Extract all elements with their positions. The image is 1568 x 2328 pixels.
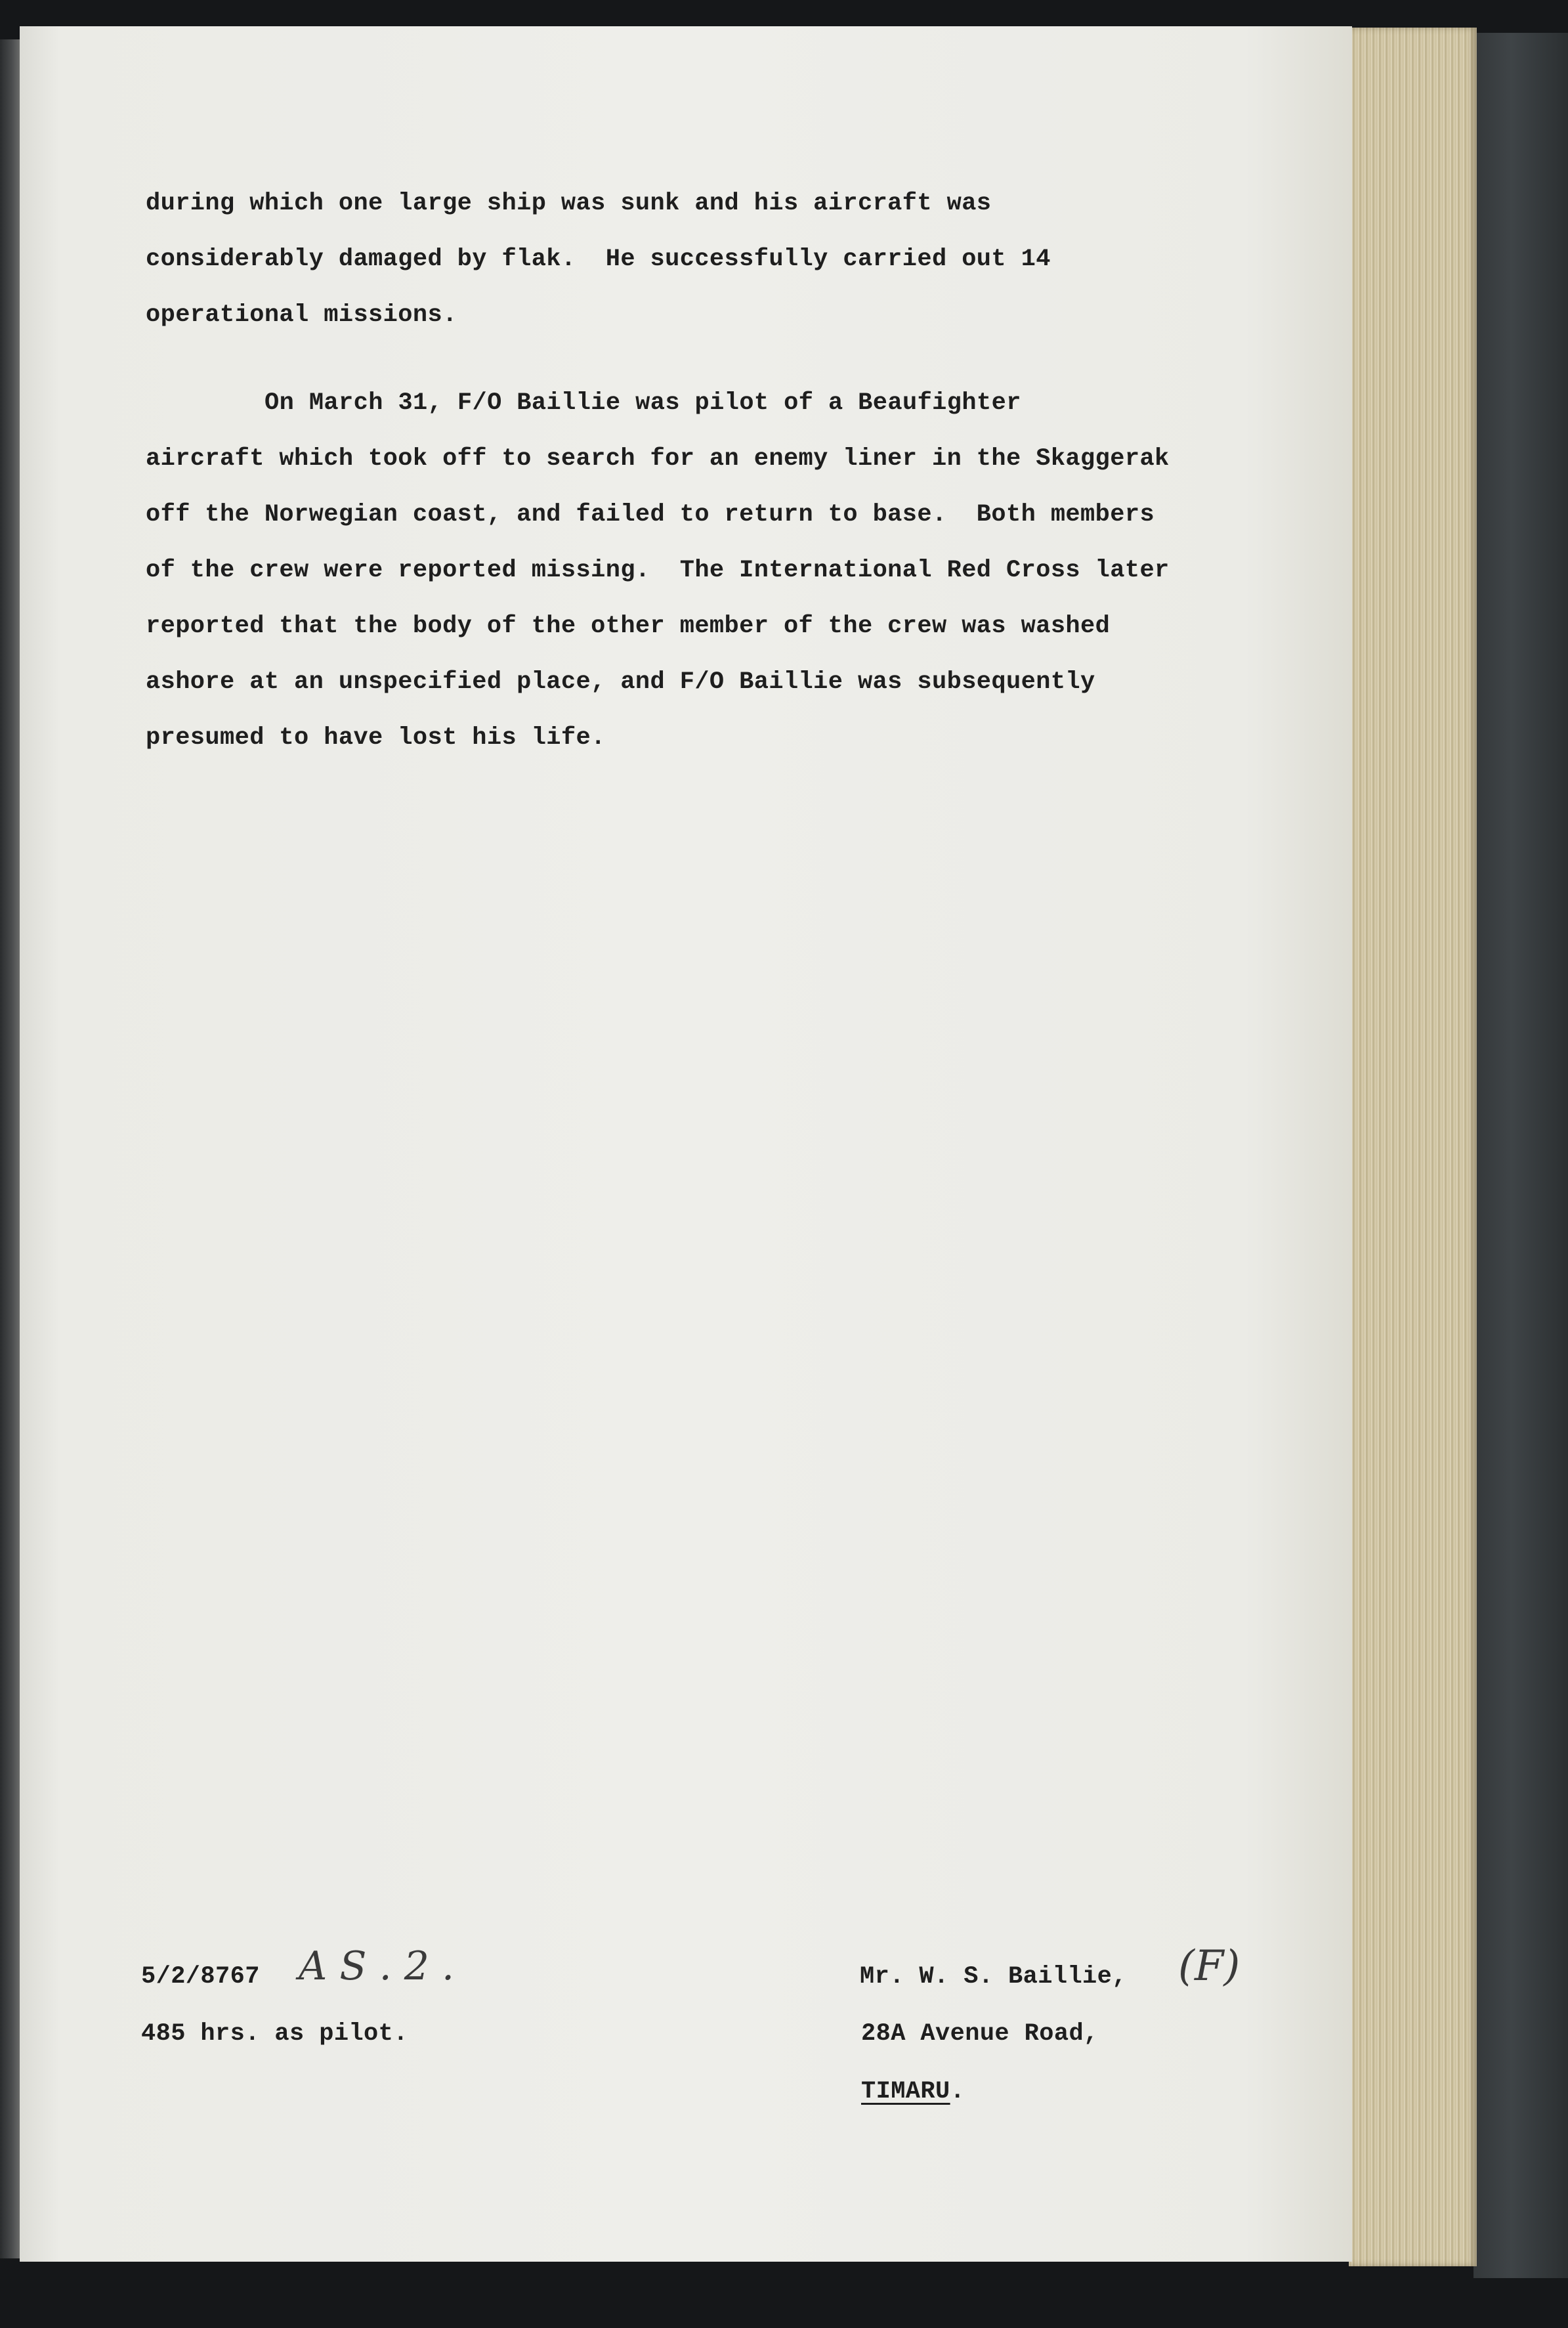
body-line: reported that the body of the other member of the crew was washed (146, 613, 1111, 640)
addressee-name: Mr. W. S. Baillie, (860, 1963, 1127, 1991)
page-edges (1349, 28, 1477, 2266)
document-page (20, 26, 1352, 2262)
body-line: presumed to have lost his life. (146, 724, 606, 752)
book-cover-right (1473, 33, 1568, 2278)
body-line: off the Norwegian coast, and failed to return to base. Both members (146, 501, 1155, 528)
addressee-annotation: (F) (1178, 1942, 1240, 1991)
body-line: ashore at an unspecified place, and F/O Baillie was subsequently (146, 668, 1095, 696)
body-line: during which one large ship was sunk and his aircraft was (146, 190, 992, 217)
book-cover-left (0, 39, 20, 2258)
address-city: TIMARU (861, 2078, 950, 2105)
address-line: 28A Avenue Road, (861, 2020, 1099, 2048)
body-line: On March 31, F/O Baillie was pilot of a Beaufighter (190, 389, 1021, 417)
body-line: of the crew were reported missing. The International Red Cross later (146, 557, 1170, 584)
file-reference-annotation: A S . 2 . (299, 1943, 455, 1989)
file-reference: 5/2/8767 (141, 1963, 260, 1991)
body-line: operational missions. (146, 301, 457, 329)
flying-hours: 485 hrs. as pilot. (141, 2020, 408, 2048)
address-city-suffix: . (950, 2078, 965, 2105)
address-city-line (861, 2080, 965, 2104)
body-line: aircraft which took off to search for an enemy liner in the Skaggerak (146, 445, 1170, 473)
body-line: considerably damaged by flak. He successfully carried out 14 (146, 246, 1051, 273)
